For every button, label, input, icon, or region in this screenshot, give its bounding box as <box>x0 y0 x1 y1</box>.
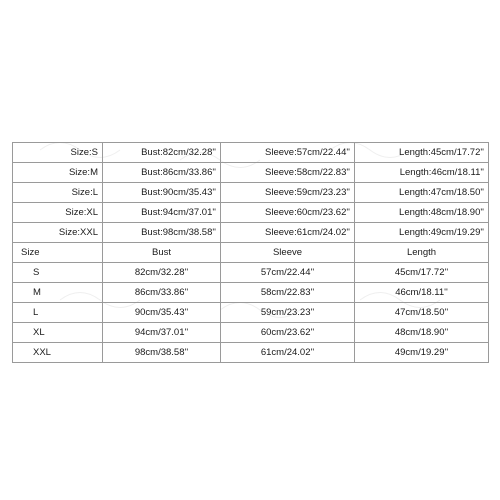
column-header-sleeve: Sleeve <box>221 243 355 263</box>
size-cell: M <box>13 283 103 303</box>
length-cell: Length:47cm/18.50'' <box>355 183 489 203</box>
sleeve-cell: Sleeve:58cm/22.83'' <box>221 163 355 183</box>
bust-cell: 98cm/38.58'' <box>103 343 221 363</box>
sleeve-cell: 61cm/24.02'' <box>221 343 355 363</box>
length-cell: Length:45cm/17.72'' <box>355 143 489 163</box>
sleeve-cell: 59cm/23.23'' <box>221 303 355 323</box>
size-cell: XXL <box>13 343 103 363</box>
sleeve-cell: 60cm/23.62'' <box>221 323 355 343</box>
length-cell: 48cm/18.90'' <box>355 323 489 343</box>
sleeve-cell: Sleeve:59cm/23.23'' <box>221 183 355 203</box>
length-cell: Length:49cm/19.29'' <box>355 223 489 243</box>
table-row <box>13 163 489 183</box>
table-row <box>13 343 489 363</box>
bust-cell: 82cm/32.28'' <box>103 263 221 283</box>
length-cell: Length:48cm/18.90'' <box>355 203 489 223</box>
table-row <box>13 283 489 303</box>
size-cell: Size:L <box>13 183 103 203</box>
sleeve-cell: Sleeve:60cm/23.62'' <box>221 203 355 223</box>
length-cell: 47cm/18.50'' <box>355 303 489 323</box>
bust-cell: 94cm/37.01'' <box>103 323 221 343</box>
size-cell: S <box>13 263 103 283</box>
bust-cell: 86cm/33.86'' <box>103 283 221 303</box>
bust-cell: 90cm/35.43'' <box>103 303 221 323</box>
table-header-row <box>13 243 489 263</box>
table-row <box>13 323 489 343</box>
length-cell: 45cm/17.72'' <box>355 263 489 283</box>
length-cell: 49cm/19.29'' <box>355 343 489 363</box>
column-header-size: Size <box>13 243 103 263</box>
sleeve-cell: 57cm/22.44'' <box>221 263 355 283</box>
bust-cell: Bust:90cm/35.43'' <box>103 183 221 203</box>
bust-cell: Bust:98cm/38.58'' <box>103 223 221 243</box>
table-row <box>13 263 489 283</box>
sleeve-cell: Sleeve:57cm/22.44'' <box>221 143 355 163</box>
bust-cell: Bust:82cm/32.28'' <box>103 143 221 163</box>
table-row <box>13 183 489 203</box>
size-chart-header-table <box>12 242 489 363</box>
size-cell: L <box>13 303 103 323</box>
size-cell: Size:M <box>13 163 103 183</box>
column-header-bust: Bust <box>103 243 221 263</box>
table-row <box>13 143 489 163</box>
table-row <box>13 303 489 323</box>
size-cell: Size:XXL <box>13 223 103 243</box>
size-cell: Size:S <box>13 143 103 163</box>
length-cell: 46cm/18.11'' <box>355 283 489 303</box>
size-cell: XL <box>13 323 103 343</box>
column-header-length: Length <box>355 243 489 263</box>
bust-cell: Bust:94cm/37.01'' <box>103 203 221 223</box>
bust-cell: Bust:86cm/33.86'' <box>103 163 221 183</box>
table-row <box>13 223 489 243</box>
size-cell: Size:XL <box>13 203 103 223</box>
sleeve-cell: 58cm/22.83'' <box>221 283 355 303</box>
sleeve-cell: Sleeve:61cm/24.02'' <box>221 223 355 243</box>
table-row <box>13 203 489 223</box>
size-chart-labeled-table <box>12 142 489 243</box>
length-cell: Length:46cm/18.11'' <box>355 163 489 183</box>
